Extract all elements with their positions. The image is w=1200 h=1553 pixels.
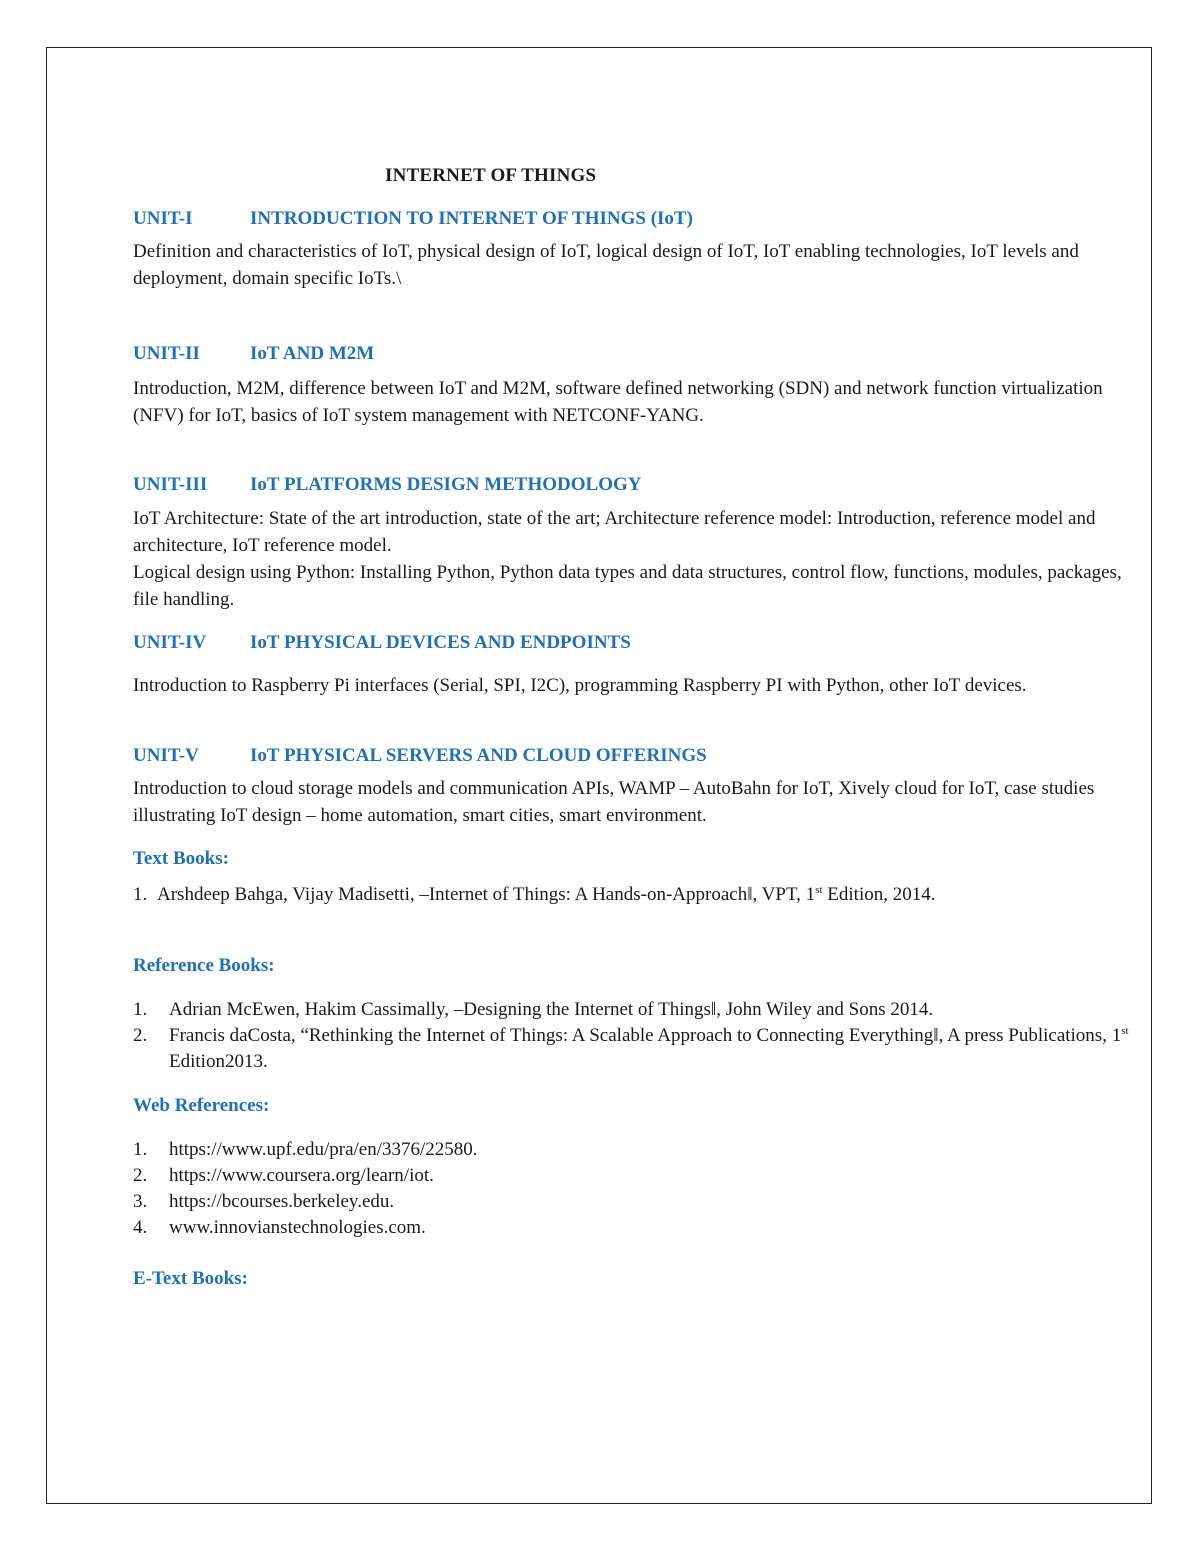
list-text-part: Edition2013. [169,1051,268,1072]
document-title: INTERNET OF THINGS [385,165,597,186]
web-references-label: Web References: [133,1095,270,1116]
unit-1-heading [133,206,1133,232]
unit-2-heading [133,341,1133,367]
unit-paragraph: Logical design using Python: Installing Python, Python data types and data structures, control flow, functions, modules, packages, file handling. [133,562,1122,610]
unit-title: IoT PLATFORMS DESIGN METHODOLOGY [250,474,642,495]
web-link[interactable]: https://www.coursera.org/learn/iot. [169,1165,434,1186]
list-number: 1. [133,1139,148,1160]
list-number: 1. [133,999,148,1020]
list-text [157,882,1133,908]
list-item [133,1215,1133,1241]
web-link[interactable]: https://www.upf.edu/pra/en/3376/22580. [169,1139,478,1160]
list-number: 2. [133,1025,148,1046]
list-item [133,1137,1133,1163]
web-link[interactable]: www.innovianstechnologies.com. [169,1217,426,1238]
unit-code: UNIT-IV [133,632,207,653]
unit-4-heading [133,630,1133,656]
list-item [133,1023,1133,1075]
unit-2-section [133,341,1133,429]
list-item [133,997,1133,1023]
unit-5-heading [133,743,1133,769]
unit-3-heading [133,472,1133,498]
reference-books-label: Reference Books: [133,955,275,976]
list-number: 2. [133,1165,148,1186]
unit-title: IoT AND M2M [250,343,375,364]
unit-1-body [133,238,1133,292]
list-text-part: Edition, 2014. [822,884,936,905]
unit-2-body [133,375,1133,429]
list-text [169,1023,1133,1075]
etext-books-section [133,1266,1133,1292]
unit-4-section [133,630,1133,699]
unit-5-section [133,743,1133,829]
unit-code: UNIT-III [133,474,208,495]
web-link[interactable]: https://bcourses.berkeley.edu. [169,1191,395,1212]
list-number: 1. [133,884,148,905]
list-number: 4. [133,1217,148,1238]
list-text-part: Arshdeep Bahga, Vijay Madisetti, –Internet of Things: A Hands-on-Approach‖, VPT, 1 [157,884,816,905]
unit-paragraph: Introduction to Raspberry Pi interfaces (Serial, SPI, I2C), programming Raspberry PI with Python, other IoT devices. [133,675,1027,696]
list-text-part: Francis daCosta, “Rethinking the Internet of Things: A Scalable Approach to Connecting Everything‖, A press Publications, 1 [169,1025,1122,1046]
superscript: st [815,884,823,896]
text-books-label: Text Books: [133,848,229,869]
reference-books-list [133,997,1133,1075]
unit-title: INTRODUCTION TO INTERNET OF THINGS (IoT) [250,208,693,229]
list-item [133,882,1133,908]
unit-paragraph: Introduction, M2M, difference between IoT and M2M, software defined networking (SDN) and network function virtualization (NFV) for IoT, basics of IoT system management with NETCONF-YANG. [133,378,1103,426]
unit-3-body [133,505,1133,613]
superscript: st [1121,1025,1129,1037]
web-references-list [133,1137,1133,1241]
reference-books-section [133,953,1133,1075]
list-number: 3. [133,1191,148,1212]
unit-paragraph: IoT Architecture: State of the art introduction, state of the art; Architecture reference model: Introduction, reference model and architecture, IoT reference model. [133,508,1096,556]
list-text-part: Adrian McEwen, Hakim Cassimally, –Designing the Internet of Things‖, John Wiley and Sons 2014. [169,999,934,1020]
web-references-section [133,1093,1133,1241]
unit-title: IoT PHYSICAL DEVICES AND ENDPOINTS [250,632,631,653]
unit-code: UNIT-II [133,343,200,364]
list-item [133,1163,1133,1189]
list-text [169,997,1133,1023]
unit-code: UNIT-I [133,208,193,229]
list-item [133,1189,1133,1215]
unit-1-section [133,206,1133,292]
unit-code: UNIT-V [133,745,199,766]
unit-5-body [133,775,1133,829]
unit-paragraph: Definition and characteristics of IoT, physical design of IoT, logical design of IoT, IoT enabling technologies, IoT levels and deployment, domain specific IoTs.\ [133,241,1079,289]
text-books-section [133,846,1133,908]
text-books-list [133,882,1133,908]
unit-title: IoT PHYSICAL SERVERS AND CLOUD OFFERINGS [250,745,707,766]
unit-paragraph: Introduction to cloud storage models and communication APIs, WAMP – AutoBahn for IoT, Xively cloud for IoT, case studies illustrating IoT design – home automation, smart cities, smart environment. [133,778,1095,826]
unit-3-section [133,472,1133,613]
unit-4-body [133,672,1133,699]
etext-books-label: E-Text Books: [133,1268,248,1289]
